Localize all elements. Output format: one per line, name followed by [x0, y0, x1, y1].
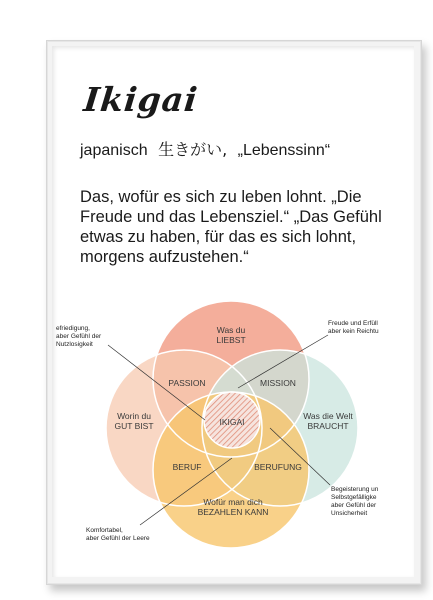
poster-title: Ikigai [81, 80, 200, 119]
label-love: Was du LIEBST [216, 325, 246, 345]
label-paid-for: Wofür man dich BEZAHLEN KANN [197, 497, 269, 517]
label-passion: PASSION [168, 378, 206, 388]
label-good-at: Worin du GUT BIST [114, 411, 154, 431]
label-ikigai: IKIGAI [219, 417, 245, 427]
label-berufung: BERUFUNG [254, 462, 302, 472]
description-line: morgens aufzustehen.“ [80, 248, 249, 266]
description-line: Das, wofür es sich zu leben lohnt. „Die [80, 188, 362, 206]
label-mission: MISSION [260, 378, 296, 388]
label-world-needs: Was die Welt BRAUCHT [303, 411, 353, 431]
annotation-top-right: Freude und Erfüll aber kein Reichtu [328, 320, 379, 335]
subtitle-prefix: japanisch [80, 142, 148, 159]
annotation-top-left: efriedigung, aber Gefühl der Nutzlosigkeit [56, 325, 102, 348]
subtitle-translation: „Lebenssinn“ [237, 142, 331, 159]
subtitle-japanese: 生きがい, [158, 140, 228, 159]
description-line: etwas zu haben, für das es sich lohnt, [80, 228, 357, 246]
annotation-bottom-right: Begeisterung un Selbstgefälligke aber Gefühl der Unsicherheit [331, 486, 379, 517]
description-line: Freude und das Lebensziel.“ „Das Gefühl [80, 208, 382, 226]
label-beruf: BERUF [172, 462, 202, 472]
annotation-bottom-left: Komfortabel, aber Gefühl der Leere [86, 527, 150, 542]
